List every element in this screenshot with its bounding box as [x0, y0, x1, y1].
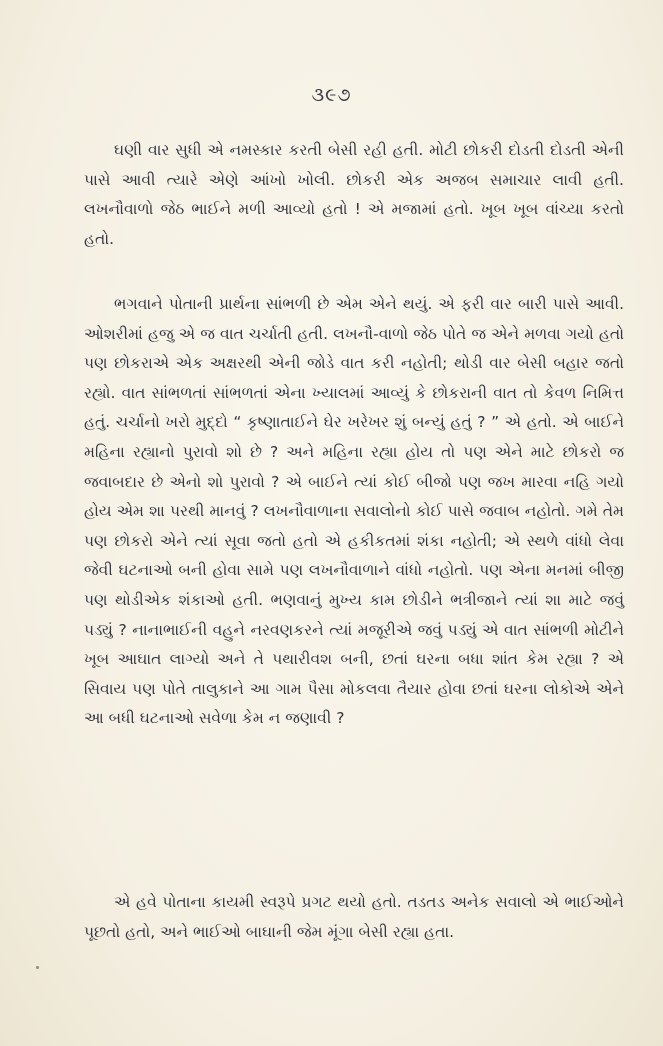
paragraph-text: એ હવે પોતાના કાયમી સ્વરૂપે પ્રગટ થયો હતો. તડતડ અનેક સવાલો એ ભાઈઓને પૂછતો હતો, અને ભાઈઓ બાઘાની જેમ મૂંગા બેસી રહ્યા હતા. — [84, 893, 624, 941]
paragraph-3 — [84, 888, 624, 947]
paragraph-text: ભગવાને પોતાની પ્રાર્થના સાંભળી છે એમ એને થયું. એ ફરી વાર બારી પાસે આવી. ઓશરીમાં હજુ એ જ વાત ચર્ચાતી હતી. લખનૌ-વાળો જેઠ પોતે જ એને મળવા ગયો હતો પણ છોકરાએ એક અક્ષરથી એની જોડે વાત કરી નહોતી; થોડી વાર બેસી બહાર જતો રહ્યો. વાત સાંભળતાં સાંભળતાં એના ખ્યાલમાં આવ્યું કે છોકરાની વાત તો કેવળ નિમિત્ત હતું. ચર્ચાનો ખરો મુદ્દો “ કૃષ્ણાતાઈને ઘેર ખરેખર શું બન્યું હતું ? ” એ હતો. એ બાઈને મહિના રહ્યાનો પુરાવો શો છે ? અને મહિના રહ્યા હોય તો પણ એને માટે છોકરો જ જવાબદાર છે એનો શો પુરાવો ? એ બાઈને ત્યાં કોઈ બીજો પણ જખ મારવા નહિ ગયો હોય એમ શા પરથી માનવું ? લખનૌવાળાના સવાલોનો કોઈ પાસે જવાબ નહોતો. ગમે તેમ પણ છોકરો એને ત્યાં સૂવા જતો હતો એ હકીકતમાં શંકા નહોતી; એ સ્થળે વાંધો લેવા જેવી ઘટનાઓ બની હોવા સામે પણ લખનૌવાળાને વાંધો નહોતો. પણ એના મનમાં બીજી પણ થોડીએક શંકાઓ હતી. ભણવાનું મુખ્ય કામ છોડીને ભત્રીજાને ત્યાં શા માટે જવું પડ્યું ? નાનાભાઈની વહુને નરવણકરને ત્યાં મજૂરીએ જવું પડ્યું એ વાત સાંભળી મોટીને ખૂબ આઘાત લાગ્યો અને તે પથારીવશ બની, છતાં ઘરના બધા શાંત કેમ રહ્યા ? એ સિવાય પણ પોતે તાલુકાને આ ગામ પૈસા મોકલવા તૈયાર હોવા છતાં ઘરના લોકોએ એને આ બધી ઘટનાઓ સવેળા કેમ ન જણાવી ? — [84, 295, 624, 728]
paragraph-text: ઘણી વાર સુધી એ નમસ્કાર કરતી બેસી રહી હતી. મોટી છોકરી દોડતી દોડતી એની પાસે આવી ત્યારે એણે આંખો ખોલી. છોકરી એક અજબ સમાચાર લાવી હતી. લખનૌવાળો જેઠ ભાઈને મળી આવ્યો હતો ! એ મજામાં હતો. ખૂબ ખૂબ વાંચ્યા કરતો હતો. — [84, 141, 624, 248]
page-number: ૩૯૭ — [311, 84, 352, 106]
page-speck — [36, 966, 39, 969]
paragraph-2 — [84, 290, 624, 734]
paragraph-1 — [84, 136, 624, 254]
